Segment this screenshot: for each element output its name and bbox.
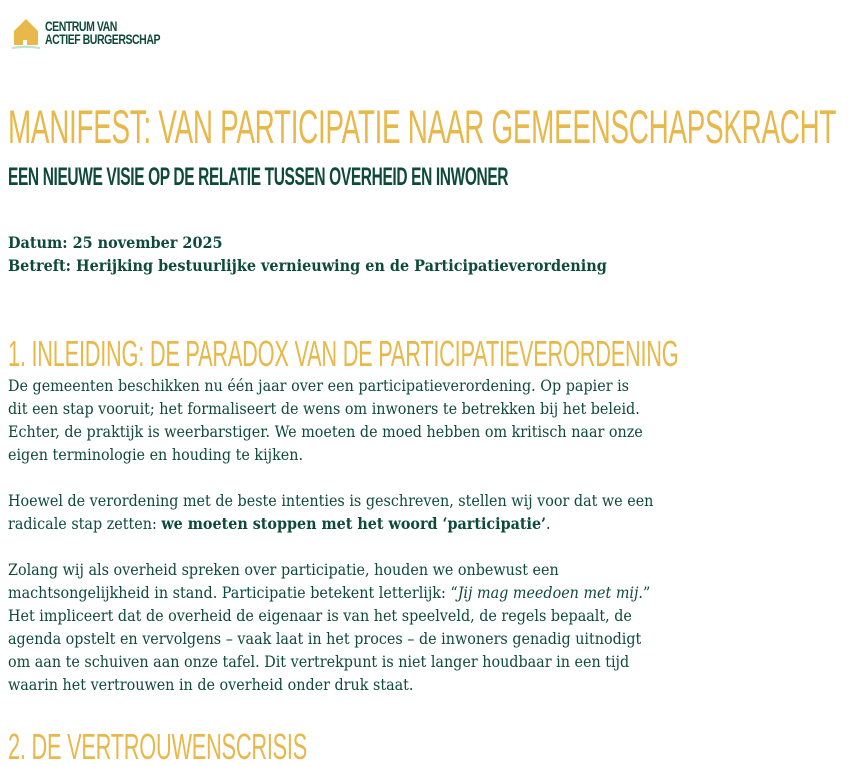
text-run: radicale stap zetten: (8, 514, 162, 533)
section-1-paragraph-3 (8, 558, 650, 696)
paragraph-line: Echter, de praktijk is weerbarstiger. We moeten de moed hebben om kritisch naar onze (8, 422, 643, 441)
subject-line: Betreft: Herijking bestuurlijke vernieuwing en de Participatieverordening (8, 256, 607, 275)
brand-line-1: CENTRUM VAN (45, 19, 117, 34)
brand-line-2: ACTIEF BURGERSCHAP (45, 32, 161, 47)
emphasis-bold: we moeten stoppen met het woord ‘participatie’ (161, 514, 547, 533)
document-meta (8, 231, 607, 277)
text-run: machtsongelijkheid in stand. Participatie betekent letterlijk: “ (8, 583, 458, 602)
brand-name (45, 20, 160, 46)
paragraph-line: Het impliceert dat de overheid de eigenaar is van het speelveld, de regels bepaalt, de (8, 606, 632, 625)
section-1-paragraph-1 (8, 374, 643, 466)
brand-logo (12, 17, 192, 51)
text-run: ” (643, 583, 651, 602)
section-1-heading: 1. INLEIDING: DE PARADOX VAN DE PARTICIPATIEVERORDENING (8, 333, 679, 374)
paragraph-line: dit een stap vooruit; het formaliseert de wens om inwoners te betrekken bij het beleid. (8, 399, 640, 418)
paragraph-line (8, 512, 653, 535)
text-run: . (546, 514, 551, 533)
paragraph-line: eigen terminologie en houding te kijken. (8, 445, 304, 464)
quote-italic: Jij mag meedoen met mij. (457, 583, 644, 602)
paragraph-line: waarin het vertrouwen in de overheid onder druk staat. (8, 675, 414, 694)
document-subtitle: EEN NIEUWE VISIE OP DE RELATIE TUSSEN OVERHEID EN INWONER (8, 163, 509, 191)
paragraph-line: agenda opstelt en vervolgens – vaak laat in het proces – de inwoners genadig uitnodigt (8, 629, 642, 648)
paragraph-line (8, 581, 650, 604)
paragraph-line: Hoewel de verordening met de beste intenties is geschreven, stellen wij voor dat we een (8, 491, 654, 510)
paragraph-line: om aan te schuiven aan onze tafel. Dit vertrekpunt is niet langer houdbaar in een tijd (8, 652, 630, 671)
section-1-paragraph-2 (8, 489, 653, 535)
paragraph-line: Zolang wij als overheid spreken over participatie, houden we onbewust een (8, 560, 559, 579)
document-title: MANIFEST: VAN PARTICIPATIE NAAR GEMEENSCHAPSKRACHT (8, 100, 837, 153)
section-2-heading: 2. DE VERTROUWENSCRISIS (8, 726, 308, 767)
paragraph-line: De gemeenten beschikken nu één jaar over een participatieverordening. Op papier is (8, 376, 630, 395)
date-line: Datum: 25 november 2025 (8, 233, 223, 252)
house-icon (12, 17, 40, 51)
